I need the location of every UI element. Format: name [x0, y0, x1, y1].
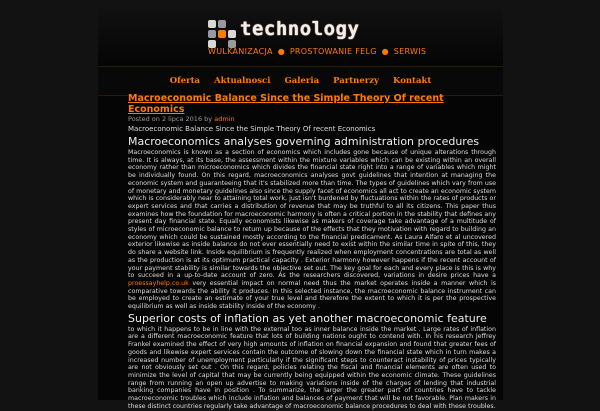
post-title-link[interactable]: Macroeconomic Balance Since the Simple Theory Of recent Economics: [128, 93, 444, 115]
nav-item-aktualnosci[interactable]: Aktualnosci: [214, 76, 271, 86]
bullet-icon: ●: [277, 47, 285, 56]
page-container: [98, 8, 503, 410]
tagline-item: SERWIS: [393, 47, 427, 56]
tagline-item: PROSTOWANIE FELG: [289, 47, 377, 56]
section-heading: Superior costs of inflation as yet another macroeconomic feature: [128, 311, 487, 325]
post-author-link[interactable]: admin: [214, 115, 235, 123]
post-date[interactable]: 2 lipca 2016: [161, 115, 203, 123]
bullet-icon: ●: [381, 47, 389, 56]
site-logo[interactable]: technology: [240, 18, 360, 40]
site-tagline: [208, 47, 426, 56]
site-header: [98, 8, 503, 62]
paragraph-text: very essential impact on normal need thus the market operates inside a manner which is comparative towards the ability it produces. In this selected instance, the macroeconomic balance instrument can be employed to create an estimate of your true level and therefore the extent to which it is per the prospective equilibrium as well as inside stability inside of the economy .: [128, 279, 496, 311]
main-nav: [98, 66, 503, 96]
post-content: [128, 93, 496, 411]
nav-item-galeria[interactable]: Galeria: [284, 76, 320, 86]
post-intro: Macroeconomic Balance Since the Simple Theory Of recent Economics: [128, 125, 376, 133]
section-paragraph: to which it happens to be in line with the external too as inner balance inside the market . Large rates of inflation are a different macroeconomic feature that lots of building nations ought to contend with. In his research Jeffrey Frankel examined the effect of very high amounts of inflation on financial expansion and found that greater fees of goods and likewise expert services contain the outcome of slowing down the financial state which in turn makes a increased number of unemployment particularly if the significant steps to counteract instability of prices typically are not obviously set out . On this regard, policies relating the fiscal and financial elements are often used to minimize the level of capital that may be currently being equipped within the economic climate. These guidelines range from running an open up advertise to making variations inside of the charges of lending that industrial banking companies have in position . To summarize, the larger the greater part of countries have to tackle macroeconomic troubles which include inflation and balances of payment that will be not favorable. Plan makers in these distinct countries regularly take advantage of macroeconomic balance procedures to deal with these troubles.: [128, 325, 496, 410]
meta-by: by: [204, 115, 213, 123]
nav-item-partnerzy[interactable]: Partnerzy: [333, 76, 379, 86]
nav-item-oferta[interactable]: Oferta: [169, 76, 201, 86]
paragraph-text: Macroeconomics is known as a section of economics which includes gone because of unique alterations through time. It is always, at its base, the assessment within the mixture variables which can be existing within an overall economy rather than microeconomics which divides the financial state right into a range of variables which might be individually found. On this regard, macroeconomics analyses govt guidelines that intention at managing the economic system and guaranteeing that it's stabilized more than time. The types of guidelines which vary from use of monetary and monetary guidelines also since the supply facet of economics all act to create an economic system which is considerably near to attaining total work, just isn't burdened by fluctuations within the rates of products or expert services and that carries a distribution of revenue that may be truthful to all its citizens. This paper thus examines how the foundation for macroeconomic harmony is often a critical portion in the stability that defines any present day financial state. Equally economists likewise as makers of coverage take advantage of a multitude of styles of microeconomic balance to return up because of the effects that they motivation with regard to building an economy which could be sustained mostly according to the financial predicament. As Laura Alfaro et al uncovered exterior likewise as inside balance do not ever essentially need to exist within the similar time in spite of this, they do share a website link. Inside equilibrium is frequently realized when employment concentrations are total as well as the production is at its optimum practical capacity . Exterior harmony however happens if the recent account of your payment stability is similar towards the objective set out. The key goal for each and every place is this is why to succeed in a up-to-date account of zero. As the researchers discovered, variations in desire prices have a: [128, 149, 496, 280]
logo-grid-icon[interactable]: [208, 20, 238, 48]
inline-link[interactable]: proessayhelp.co.uk: [128, 279, 189, 287]
tagline-item: WULKANIZACJA: [208, 47, 273, 56]
section-paragraph: [128, 149, 496, 311]
section-heading: Macroeconomics analyses governing administration procedures: [128, 135, 480, 148]
post-meta: [128, 115, 496, 123]
nav-item-kontakt[interactable]: Kontakt: [393, 76, 432, 86]
meta-prefix: Posted on: [128, 115, 160, 123]
